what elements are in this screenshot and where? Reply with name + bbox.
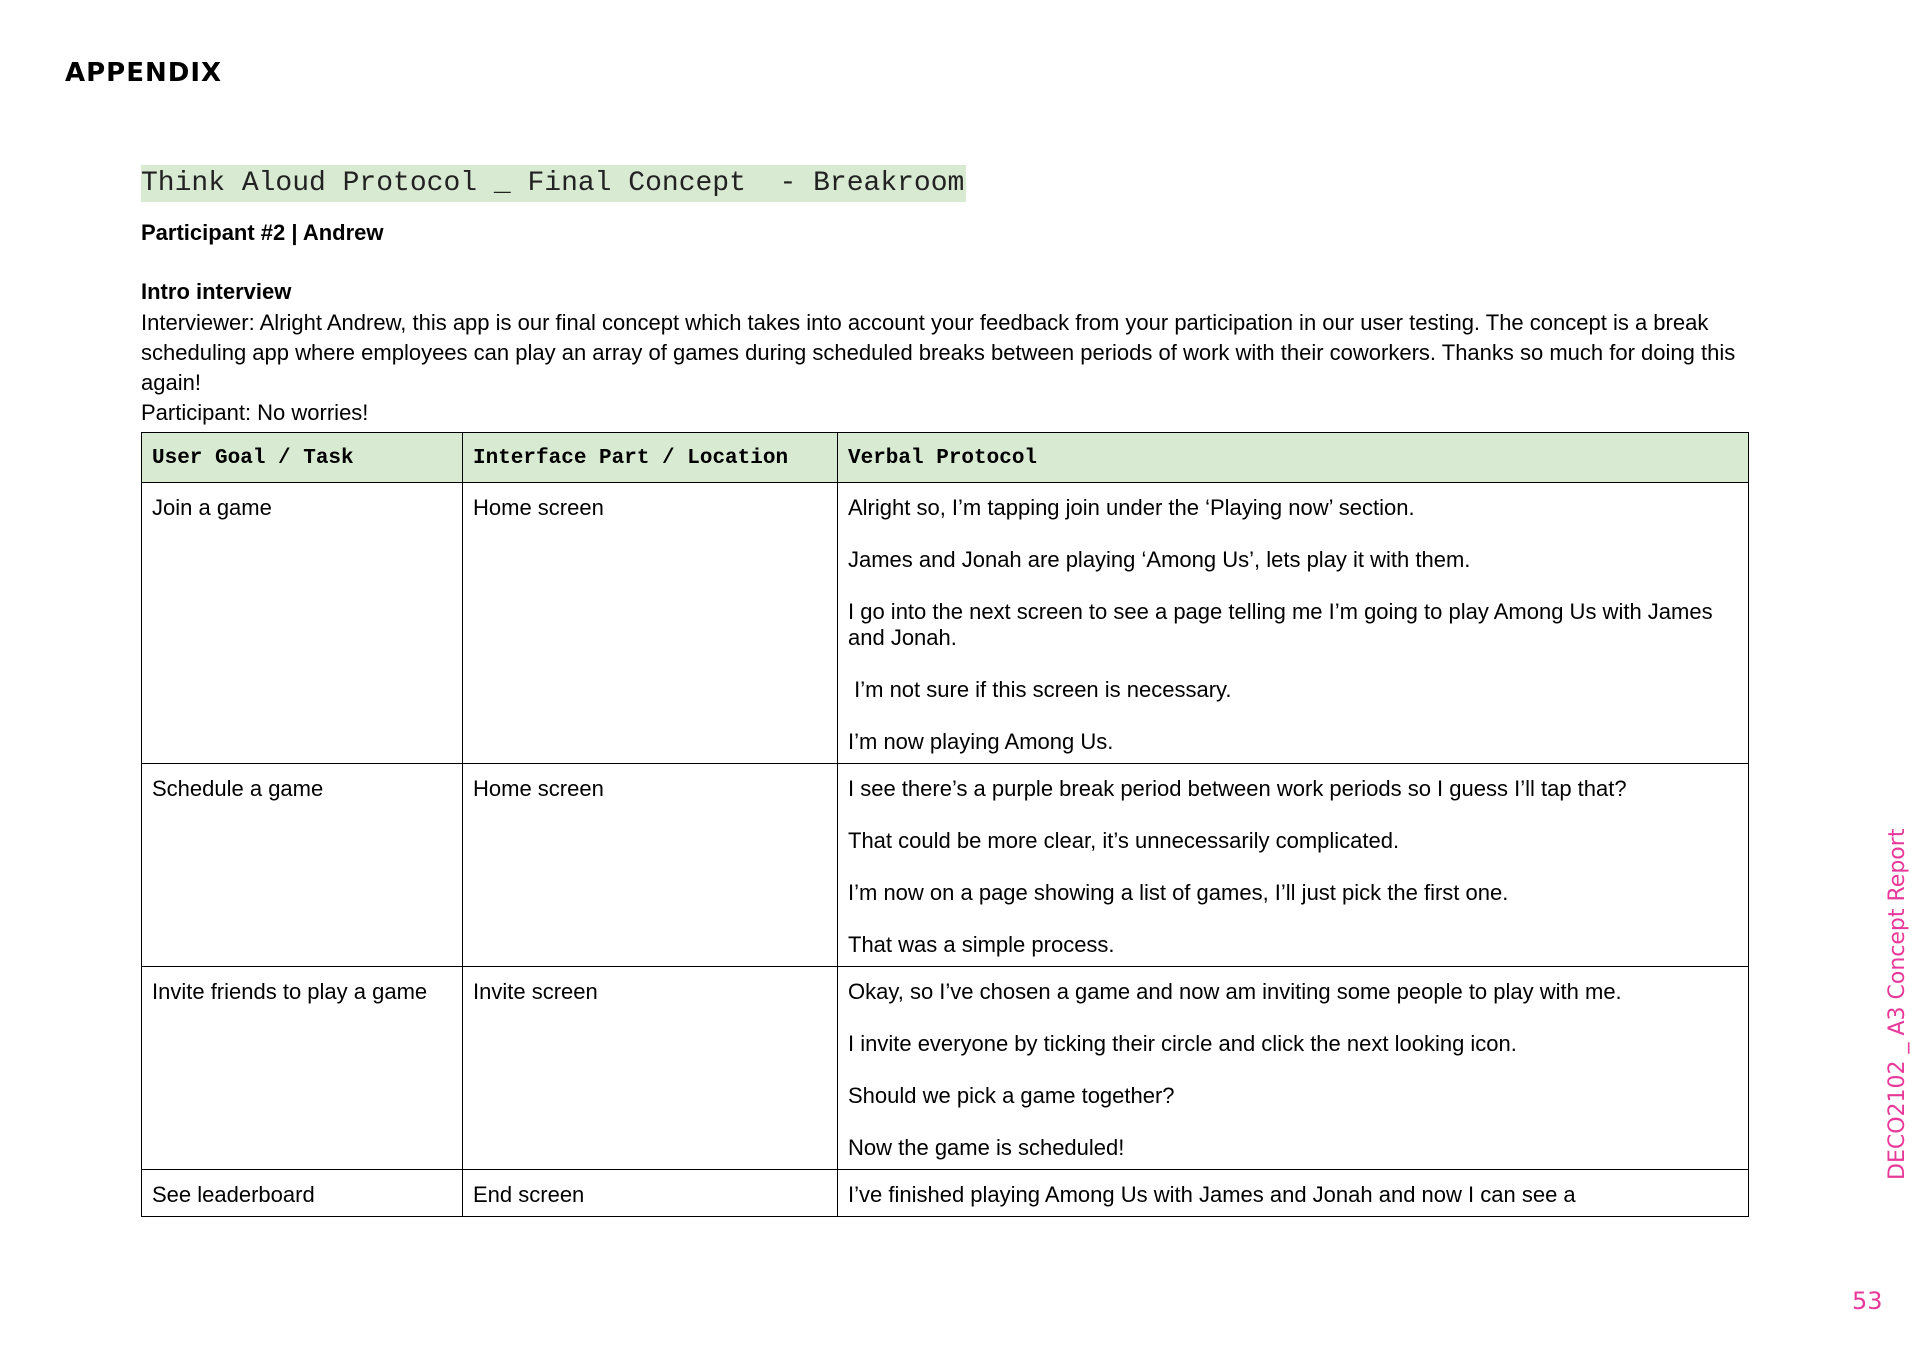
task-cell: See leaderboard [142, 1170, 463, 1217]
protocol-table [141, 432, 1749, 1217]
protocol-line: Alright so, I’m tapping join under the ‘Playing now’ section. [848, 495, 1415, 520]
document-title: Think Aloud Protocol _ Final Concept - Breakroom [141, 165, 966, 202]
protocol-cell [838, 764, 1749, 967]
protocol-cell [838, 967, 1749, 1170]
location-cell: Invite screen [463, 967, 838, 1170]
protocol-line: That was a simple process. [848, 932, 1115, 957]
protocol-cell [838, 483, 1749, 764]
protocol-line: Now the game is scheduled! [848, 1135, 1125, 1160]
page-number: 53 [1852, 1287, 1883, 1315]
protocol-line: I’m not sure if this screen is necessary. [848, 677, 1232, 702]
protocol-line: James and Jonah are playing ‘Among Us’, lets play it with them. [848, 547, 1471, 572]
participant-line: Participant: No worries! [141, 400, 369, 425]
location-cell: Home screen [463, 483, 838, 764]
protocol-line: I go into the next screen to see a page telling me I’m going to play Among Us with James and Jonah. [848, 599, 1713, 650]
intro-text [141, 308, 1751, 428]
interviewer-line: Interviewer: Alright Andrew, this app is our final concept which takes into account your feedback from your participation in our user testing. The concept is a break scheduling app where employees can play an array of games during scheduled breaks between periods of work with their coworkers. Thanks so much for doing this again! [141, 310, 1736, 395]
table-row [142, 764, 1749, 967]
location-cell: Home screen [463, 764, 838, 967]
protocol-line: I see there’s a purple break period between work periods so I guess I’ll tap that? [848, 776, 1627, 801]
section-heading: APPENDIX [65, 58, 223, 88]
participant-label: Participant #2 | Andrew [141, 220, 384, 245]
task-cell: Invite friends to play a game [142, 967, 463, 1170]
task-cell: Join a game [142, 483, 463, 764]
protocol-line: I’m now on a page showing a list of games, I’ll just pick the first one. [848, 880, 1509, 905]
header-user-goal: User Goal / Task [142, 433, 463, 483]
intro-heading: Intro interview [141, 279, 292, 304]
protocol-line: Should we pick a game together? [848, 1083, 1175, 1108]
location-cell: End screen [463, 1170, 838, 1217]
table-row [142, 967, 1749, 1170]
protocol-line: I invite everyone by ticking their circle and click the next looking icon. [848, 1031, 1517, 1056]
header-interface-part: Interface Part / Location [463, 433, 838, 483]
header-verbal-protocol: Verbal Protocol [838, 433, 1749, 483]
table-row [142, 1170, 1749, 1217]
table-row [142, 483, 1749, 764]
task-cell: Schedule a game [142, 764, 463, 967]
protocol-line: I’ve finished playing Among Us with James and Jonah and now I can see a [848, 1182, 1576, 1207]
protocol-line: Okay, so I’ve chosen a game and now am inviting some people to play with me. [848, 979, 1622, 1004]
protocol-line: That could be more clear, it’s unnecessarily complicated. [848, 828, 1400, 853]
protocol-cell [838, 1170, 1749, 1217]
table-header-row [142, 433, 1749, 483]
protocol-line: I’m now playing Among Us. [848, 729, 1114, 754]
report-side-label: DECO2102 _ A3 Concept Report [1885, 828, 1910, 1180]
